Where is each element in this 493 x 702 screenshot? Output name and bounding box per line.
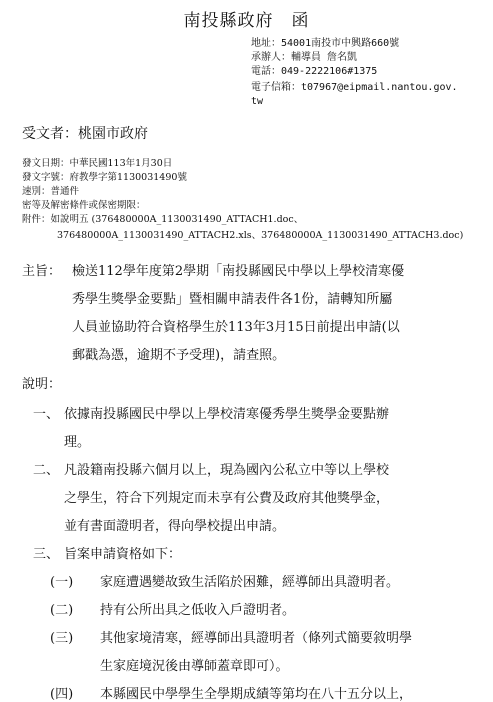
subject-line: 檢送112學年度第2學期「南投縣國民中學以上學校清寒優 [72, 264, 405, 279]
subitem-line: 本縣國民中學學生全學期成績等第均在八十五分以上， [100, 687, 413, 702]
delivery-speed: 速別：普通件 [22, 186, 80, 197]
subject-label: 主旨： [22, 264, 62, 279]
email-line-1: 電子信箱：t07967@eipmail.nantou.gov. [251, 82, 458, 93]
subitem-number: (四) [50, 687, 74, 702]
phone: 電話：049-2222106#1375 [251, 66, 378, 77]
attachment-line-2: 376480000A_1130031490_ATTACH2.xls、376480000A_1130031490_ATTACH3.doc) [57, 230, 464, 241]
item-line: 之學生，符合下列規定而未享有公費及政府其他獎學金， [64, 491, 390, 506]
address: 地址：54001南投市中興路660號 [251, 38, 400, 49]
item-number: 一、 [33, 407, 60, 422]
item-line: 並有書面證明者，得向學校提出申請。 [64, 519, 286, 534]
subitem-line: 家庭遭遇變故致生活陷於困難，經導師出具證明者。 [100, 575, 400, 590]
contact-person: 承辦人：輔導員 詹名凱 [251, 52, 358, 63]
issue-date: 發文日期：中華民國113年1月30日 [22, 158, 173, 169]
item-number: 三、 [33, 547, 60, 562]
subitem-line: 持有公所出具之低收入戶證明者。 [100, 603, 296, 618]
attachment-line-1: 附件：如說明五 (376480000A_1130031490_ATTACH1.doc、 [22, 214, 304, 225]
item-line: 依據南投縣國民中學以上學校清寒優秀學生獎學金要點辦 [64, 407, 390, 422]
subitem-line: 其他家境清寒，經導師出具證明者（條列式簡要敘明學 [100, 631, 413, 646]
explanation-label: 說明： [22, 377, 62, 392]
subitem-number: (二) [50, 603, 74, 618]
subject-line: 秀學生獎學金要點」暨相關申請表件各1份，請轉知所屬 [72, 292, 393, 307]
item-line: 凡設籍南投縣六個月以上，現為國內公私立中等以上學校 [64, 463, 390, 478]
item-line: 旨案申請資格如下： [64, 547, 182, 562]
subitem-number: (一) [50, 575, 74, 590]
document-number: 發文字號：府教學字第1130031490號 [22, 172, 187, 183]
item-line: 理。 [64, 435, 91, 450]
recipient: 受文者：桃園市政府 [22, 126, 148, 142]
item-number: 二、 [33, 463, 60, 478]
subitem-number: (三) [50, 631, 74, 646]
email-line-2: tw [251, 96, 264, 107]
subitem-line: 生家庭境況後由導師蓋章即可）。 [100, 659, 289, 674]
subject-line: 人員並協助符合資格學生於113年3月15日前提出申請(以 [72, 320, 400, 335]
classification: 密等及解密條件或保密期限： [22, 200, 146, 211]
subject-line: 郵戳為憑，逾期不予受理)，請查照。 [72, 348, 286, 363]
document-title: 南投縣政府 函 [183, 11, 310, 31]
